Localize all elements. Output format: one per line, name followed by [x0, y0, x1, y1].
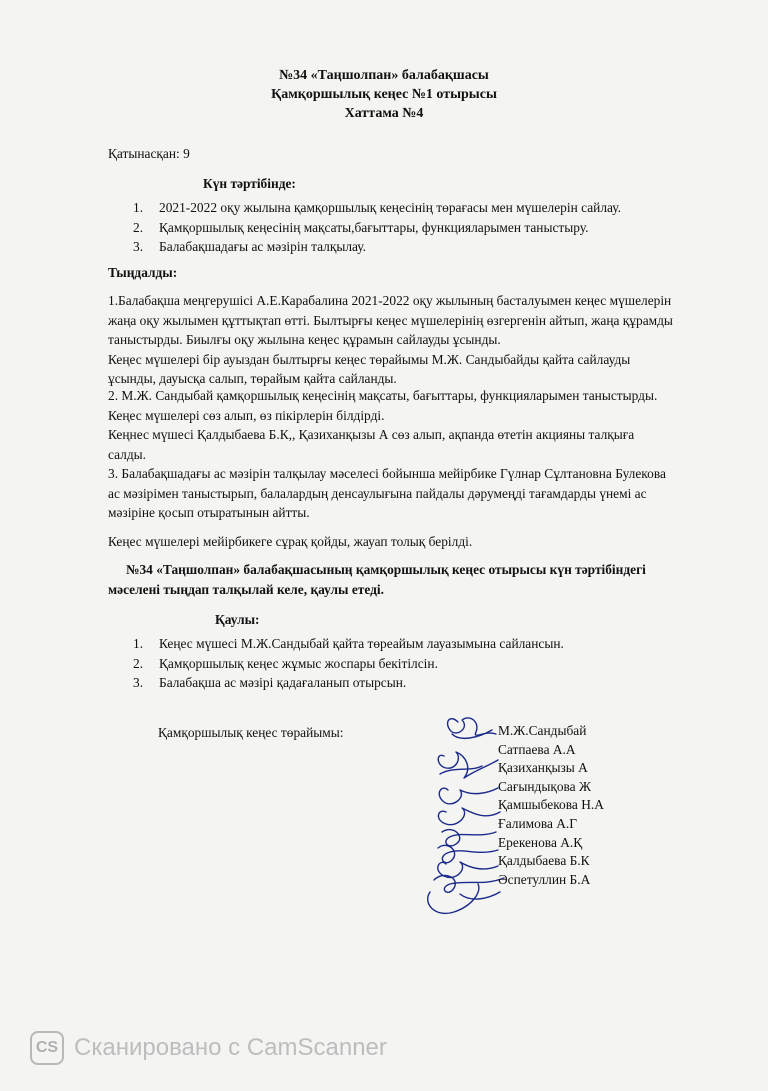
heard-paragraph-3: 3. Балабақшадағы ас мәзірін талқылау мәселесі бойынша мейірбике Гүлнар Сұлтановна Булекова ас мәзірімен таныстырып, балалардың денсаулығына пайдалы дәрумеңді тағамдарды үнемі ас мәзіріне қосып отыратынын айтты. — [108, 466, 666, 520]
document-header — [0, 66, 768, 123]
signer-name: Ерекенова А.Қ — [498, 834, 583, 850]
signer-name: Ғалимова А.Г — [498, 815, 578, 831]
watermark-text: Сканировано с CamScanner — [74, 1034, 387, 1061]
heard-paragraph-2: 2. М.Ж. Сандыбай қамқоршылық кеңесінің мақсаты, бағыттары, функцияларымен таныстырды. Кеңес мүшелері сөз алып, өз пікірлерін білдірді. Кеңнес мүшесі Қалдыбаева Б.К,, Қазиханқызы А сөз алып, ақпанда өтетін акцияны талқыға салды. — [108, 388, 658, 462]
list-item: 3. Балабақша ас мәзірі қадағаланып отырсын. — [133, 675, 407, 690]
list-item: 1. Кеңес мүшесі М.Ж.Сандыбай қайта төреайым лауазымына сайлансын. — [133, 636, 564, 651]
signer-name: Қамшыбекова Н.А — [498, 797, 604, 813]
camscanner-logo-icon: CS — [30, 1031, 64, 1065]
heard-paragraph-1: 1.Балабақша меңгерушісі А.Е.Карабалина 2021-2022 оқу жылының басталуымен кеңес мүшелерін жаңа оқу жылымен құттықтап өтті. Былтырғы кеңес мүшелерінің өзгергенін айтып, жаңа құрамды таныстырды. Биылғы оқу жылына кеңес құрамын сайлауды ұсынды. Кеңес мүшелері бір ауыздан былтырғы кеңес төрайымы М.Ж. Сандыбайды қайта сайлауды ұсынды, дауысқа салып, төрайым қайта сайланды. — [108, 293, 673, 386]
heard-paragraph-4: Кеңес мүшелері мейірбикеге сұрақ қойды, жауап толық берілді. — [108, 534, 473, 549]
agenda-list — [133, 198, 621, 257]
protocol-number: Хаттама №4 — [344, 106, 424, 121]
list-item: 3. Балабақшадағы ас мәзірін талқылау. — [133, 239, 366, 254]
conclusion-paragraph: №34 «Таңшолпан» балабақшасының қамқоршылық кеңес отырысы күн тәртібіндегі мәселені тыңдап талқылай келе, қаулы етеді. — [108, 562, 646, 597]
signer-name: Сатпаева А.А — [498, 741, 576, 757]
kindergarten-title: №34 «Таңшолпан» балабақшасы — [279, 68, 489, 83]
signers-list — [498, 722, 604, 889]
list-item: 2. Қамқоршылық кеңес жұмыс жоспары бекітілсін. — [133, 655, 438, 671]
list-item: 2. Қамқоршылық кеңесінің мақсаты,бағыттары, функцияларымен таныстыру. — [133, 219, 589, 235]
attendance-count: Қатынасқан: 9 — [108, 146, 190, 161]
signer-name: Қазиханқызы А — [498, 760, 588, 776]
list-item: 1. 2021-2022 оқу жылына қамқоршылық кеңесінің төрағасы мен мүшелерін сайлау. — [133, 200, 621, 215]
agenda-title: Күн тәртібінде: — [203, 176, 296, 191]
chair-label: Қамқоршылық кеңес төрайымы: — [158, 725, 344, 740]
heard-title: Тыңдалды: — [108, 265, 178, 280]
signer-name: Қалдыбаева Б.К — [498, 853, 590, 869]
signer-name: М.Ж.Сандыбай — [498, 723, 587, 738]
signer-name: Әспетуллин Б.А — [498, 871, 591, 887]
camscanner-watermark — [30, 1030, 387, 1066]
resolution-title: Қаулы: — [215, 612, 260, 627]
meeting-title: Қамқоршылық кеңес №1 отырысы — [271, 87, 497, 102]
resolution-list — [133, 634, 564, 693]
signer-name: Сағындықова Ж — [498, 778, 591, 794]
